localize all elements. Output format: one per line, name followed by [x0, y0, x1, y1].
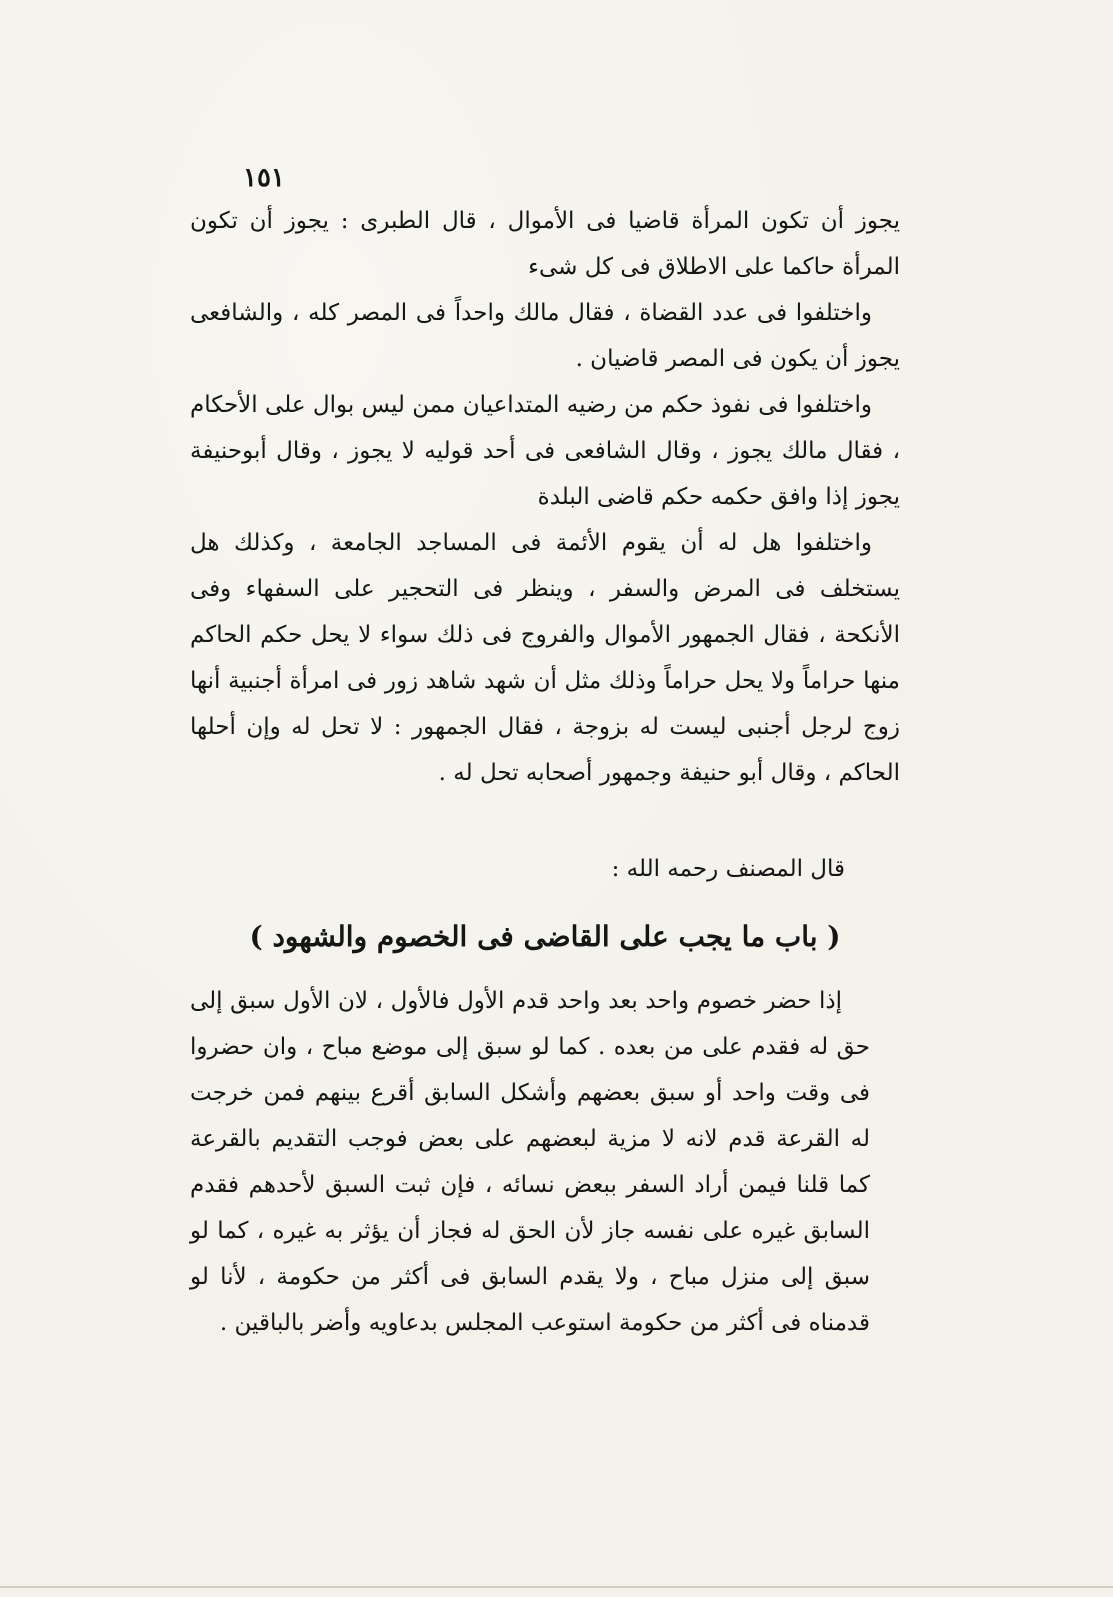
- paragraph-arbitration: واختلفوا فى نفوذ حكم من رضيه المتداعيان ممن ليس بوال على الأحكام ، فقال مالك يجوز ، وقال الشافعى فى أحد قوليه لا يجوز ، وقال أبوحنيفة يجوز إذا وافق حكمه حكم قاضى البلدة: [190, 392, 900, 510]
- author-note: قال المصنف رحمه الله :: [611, 856, 845, 882]
- page-bottom-edge: [0, 1586, 1113, 1588]
- top-text-block: [190, 198, 900, 796]
- paragraph-order-of-litigants: إذا حضر خصوم واحد بعد واحد قدم الأول فالأول ، لان الأول سبق إلى حق له فقدم على من بعده . كما لو سبق إلى موضع مباح ، وان حضروا فى وقت واحد أو سبق بعضهم وأشكل السابق أقرع بينهم فمن خرجت له القرعة قدم لانه لا مزية لبعضهم على بعض فوجب التقديم بالقرعة كما قلنا فيمن أراد السفر ببعض نسائه ، فإن ثبت السبق لأحدهم فقدم السابق غيره على نفسه جاز لأن الحق له فجاز أن يؤثر به غيره ، كما لو سبق إلى منزل مباح ، ولا يقدم السابق فى أكثر من حكومة ، لأنا لو قدمناه فى أكثر من حكومة استوعب المجلس بدعاويه وأضر بالباقين .: [190, 988, 871, 1336]
- paragraph-women-judges: يجوز أن تكون المرأة قاضيا فى الأموال ، قال الطبرى : يجوز أن تكون المرأة حاكما على الاطلاق فى كل شىء: [190, 208, 900, 280]
- bottom-text-block: [190, 978, 870, 1346]
- paragraph-number-of-judges: واختلفوا فى عدد القضاة ، فقال مالك واحداً فى المصر كله ، والشافعى يجوز أن يكون فى المصر قاضيان .: [190, 300, 900, 372]
- page-number: ١٥١: [243, 163, 285, 193]
- chapter-title: ( باب ما يجب على القاضى فى الخصوم والشهود ): [249, 920, 841, 953]
- paragraph-judge-duties: واختلفوا هل له أن يقوم الأئمة فى المساجد الجامعة ، وكذلك هل يستخلف فى المرض والسفر ، وينظر فى التحجير على السفهاء وفى الأنكحة ، فقال الجمهور الأموال والفروج فى ذلك سواء لا يحل حكم الحاكم منها حراماً ولا يحل حراماً وذلك مثل أن شهد شاهد زور فى امرأة أجنبية أنها زوج لرجل أجنبى ليست له بزوجة ، فقال الجمهور : لا تحل له وإن أحلها الحاكم ، وقال أبو حنيفة وجمهور أصحابه تحل له .: [190, 530, 900, 786]
